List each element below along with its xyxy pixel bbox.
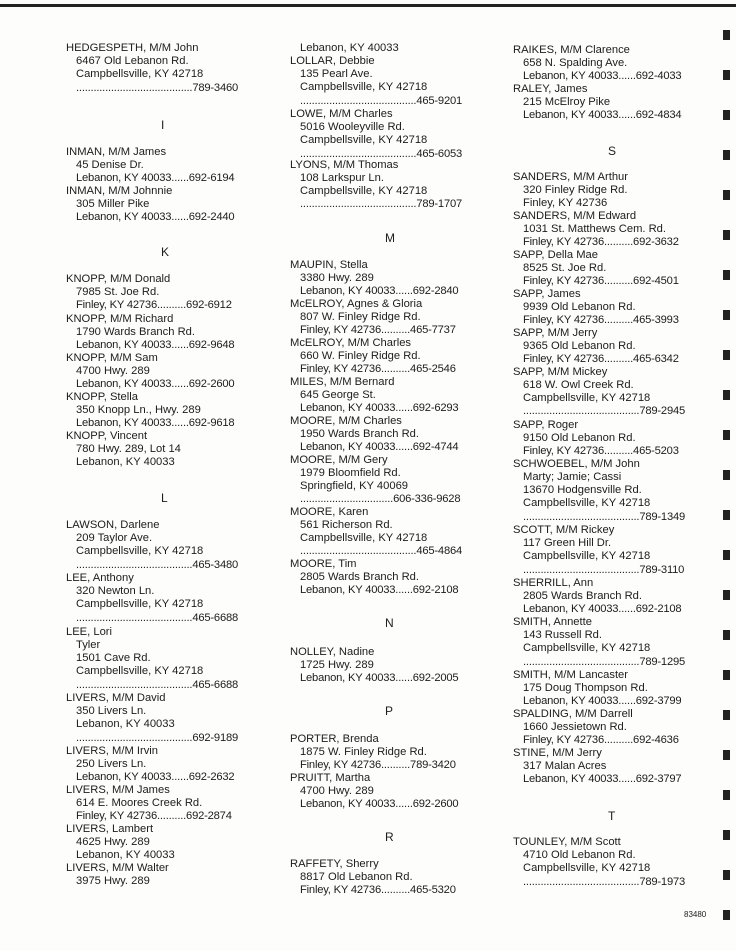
listing-detail-line: Lebanon, KY 40033......692-4744 (300, 441, 459, 453)
listing-name: TOUNLEY, M/M Scott (513, 836, 621, 848)
listing-detail-line: Lebanon, KY 40033......692-3799 (523, 695, 682, 707)
edge-mark (723, 510, 730, 520)
listing-detail-line: ........................................789-2945 (523, 405, 686, 417)
listing-name: MOORE, M/M Charles (290, 415, 402, 427)
edge-mark (723, 350, 730, 360)
edge-mark (723, 230, 730, 240)
edge-mark (723, 710, 730, 720)
edge-mark (723, 110, 730, 120)
listing-detail-line: 1790 Wards Branch Rd. (76, 326, 195, 338)
listing-name: KNOPP, M/M Richard (66, 313, 174, 325)
listing-detail-line: ........................................465-6688 (76, 612, 239, 624)
listing-detail-line: 350 Knopp Ln., Hwy. 289 (76, 404, 201, 416)
listing-detail-line: Lebanon, KY 40033 (300, 42, 399, 54)
listing-name: MOORE, M/M Gery (290, 454, 388, 466)
listing-name: PORTER, Brenda (290, 733, 379, 745)
edge-mark (723, 830, 730, 840)
listing-name: LEE, Anthony (66, 572, 134, 584)
listing-name: LYONS, M/M Thomas (290, 159, 399, 171)
listing-detail-line: Campbellsville, KY 42718 (523, 392, 651, 404)
listing-name: PRUITT, Martha (290, 772, 371, 784)
listing-detail-line: Lebanon, KY 40033......692-4834 (523, 109, 682, 121)
listing-detail-line: Lebanon, KY 40033......692-2005 (300, 672, 459, 684)
listing-name: LOLLAR, Debbie (290, 55, 375, 67)
listing-detail-line: 8817 Old Lebanon Rd. (300, 871, 413, 883)
listing-detail-line: 9365 Old Lebanon Rd. (523, 340, 636, 352)
listing-name: KNOPP, M/M Donald (66, 273, 171, 285)
listing-detail-line: 1875 W. Finley Ridge Rd. (300, 746, 427, 758)
listing-name: SMITH, M/M Lancaster (513, 669, 629, 681)
listing-detail-line: 1950 Wards Branch Rd. (300, 428, 419, 440)
edge-mark (723, 270, 730, 280)
listing-detail-line: Lebanon, KY 40033......692-3797 (523, 773, 682, 785)
listing-detail-line: 320 Finley Ridge Rd. (523, 184, 628, 196)
listing-name: McELROY, M/M Charles (290, 337, 412, 349)
listing-name: INMAN, M/M Johnnie (66, 185, 173, 197)
listing-detail-line: Finley, KY 42736..........465-6342 (523, 353, 679, 365)
page-number: 83480 (684, 910, 707, 919)
edge-mark (723, 150, 730, 160)
listing-detail-line: ................................606-336-9628 (300, 493, 461, 505)
listing-name: LIVERS, M/M David (66, 692, 166, 704)
section-letter: N (385, 616, 394, 630)
listing-name: LAWSON, Darlene (66, 519, 160, 531)
listing-detail-line: Tyler (76, 639, 101, 651)
section-letter: I (161, 118, 165, 132)
listing-detail-line: Campbellsville, KY 42718 (523, 642, 651, 654)
listing-detail-line: 618 W. Owl Creek Rd. (523, 379, 634, 391)
listing-detail-line: 8525 St. Joe Rd. (523, 262, 607, 274)
listing-detail-line: 143 Russell Rd. (523, 629, 602, 641)
edge-mark (723, 870, 730, 880)
listing-detail-line: 9939 Old Lebanon Rd. (523, 301, 636, 313)
listing-detail-line: Lebanon, KY 40033......692-2840 (300, 285, 459, 297)
listing-detail-line: Campbellsville, KY 42718 (523, 497, 651, 509)
section-letter: R (385, 830, 394, 844)
listing-name: STINE, M/M Jerry (513, 747, 602, 759)
listing-detail-line: Lebanon, KY 40033......692-9648 (76, 339, 235, 351)
listing-detail-line: 4710 Old Lebanon Rd. (523, 849, 636, 861)
listing-name: MOORE, Tim (290, 558, 357, 570)
listing-detail-line: Springfield, KY 40069 (300, 480, 409, 492)
listing-detail-line: Lebanon, KY 40033......692-2108 (300, 584, 459, 596)
edge-mark (723, 630, 730, 640)
section-letter: M (385, 231, 395, 245)
listing-name: RALEY, James (513, 83, 588, 95)
listing-name: LIVERS, M/M Irvin (66, 745, 159, 757)
listing-detail-line: Campbellsville, KY 42718 (523, 862, 651, 874)
listing-detail-line: Campbellsville, KY 42718 (523, 550, 651, 562)
listing-detail-line: 5016 Wooleyville Rd. (300, 121, 405, 133)
edge-mark (723, 310, 730, 320)
listing-name: MAUPIN, Stella (290, 259, 368, 271)
listing-name: SMITH, Annette (513, 616, 592, 628)
listing-detail-line: Lebanon, KY 40033......692-9618 (76, 417, 235, 429)
listing-detail-line: Lebanon, KY 40033......692-2632 (76, 771, 235, 783)
listing-detail-line: 658 N. Spalding Ave. (523, 57, 628, 69)
listing-detail-line: Campbellsville, KY 42718 (76, 665, 204, 677)
listing-detail-line: Lebanon, KY 40033 (76, 456, 175, 468)
listing-detail-line: 4700 Hwy. 289 (76, 365, 150, 377)
edge-mark (723, 590, 730, 600)
listing-detail-line: Lebanon, KY 40033......692-2108 (523, 603, 682, 615)
listing-detail-line: Finley, KY 42736 (523, 197, 608, 209)
listing-detail-line: 660 W. Finley Ridge Rd. (300, 350, 421, 362)
listing-detail-line: 108 Larkspur Ln. (300, 172, 384, 184)
listing-name: SAPP, Della Mae (513, 249, 598, 261)
listing-detail-line: 1501 Cave Rd. (76, 652, 151, 664)
listing-detail-line: Lebanon, KY 40033......692-2440 (76, 211, 235, 223)
listing-detail-line: ........................................465-6053 (300, 148, 463, 160)
listing-detail-line: 175 Doug Thompson Rd. (523, 682, 648, 694)
listing-name: RAIKES, M/M Clarence (513, 44, 630, 56)
listing-detail-line: Finley, KY 42736..........465-5320 (300, 884, 456, 896)
listing-detail-line: Lebanon, KY 40033......692-2600 (300, 798, 459, 810)
listing-detail-line: 135 Pearl Ave. (300, 68, 373, 80)
listing-detail-line: Finley, KY 42736..........692-4636 (523, 734, 679, 746)
listing-detail-line: Finley, KY 42736..........465-2546 (300, 363, 456, 375)
listing-detail-line: Lebanon, KY 40033......692-4033 (523, 70, 682, 82)
listing-detail-line: 614 E. Moores Creek Rd. (76, 797, 203, 809)
listing-detail-line: 3975 Hwy. 289 (76, 875, 150, 887)
listing-detail-line: 1031 St. Matthews Cem. Rd. (523, 223, 667, 235)
listing-detail-line: Finley, KY 42736..........465-5203 (523, 445, 679, 457)
listing-name: SANDERS, M/M Edward (513, 210, 637, 222)
listing-detail-line: 780 Hwy. 289, Lot 14 (76, 443, 181, 455)
listing-detail-line: Campbellsville, KY 42718 (300, 532, 428, 544)
section-letter: P (385, 704, 394, 718)
listing-detail-line: Lebanon, KY 40033 (76, 718, 175, 730)
listing-detail-line: Finley, KY 42736..........692-4501 (523, 275, 679, 287)
listing-detail-line: Campbellsville, KY 42718 (300, 81, 428, 93)
listing-detail-line: 7985 St. Joe Rd. (76, 286, 160, 298)
listing-detail-line: 6467 Old Lebanon Rd. (76, 55, 189, 67)
listing-detail-line: 317 Malan Acres (523, 760, 607, 772)
listing-detail-line: 4700 Hwy. 289 (300, 785, 374, 797)
listing-name: SAPP, M/M Jerry (513, 327, 598, 339)
edge-mark (723, 430, 730, 440)
section-letter: K (161, 245, 170, 259)
listing-detail-line: Campbellsville, KY 42718 (300, 134, 428, 146)
listing-detail-line: 305 Miller Pike (76, 198, 150, 210)
listing-detail-line: ........................................789-1707 (300, 198, 463, 210)
edge-mark (723, 670, 730, 680)
section-letter: T (608, 809, 616, 823)
listing-detail-line: 320 Newton Ln. (76, 585, 155, 597)
section-letter: L (161, 491, 168, 505)
listing-detail-line: 2805 Wards Branch Rd. (523, 590, 642, 602)
listing-detail-line: ........................................692-9189 (76, 732, 239, 744)
listing-detail-line: 4625 Hwy. 289 (76, 836, 150, 848)
listing-detail-line: Lebanon, KY 40033......692-2600 (76, 378, 235, 390)
listing-name: INMAN, M/M James (66, 146, 167, 158)
edge-mark (723, 750, 730, 760)
listing-detail-line: Campbellsville, KY 42718 (300, 185, 428, 197)
listing-name: SAPP, James (513, 288, 581, 300)
listing-name: NOLLEY, Nadine (290, 646, 375, 658)
edge-mark (723, 910, 730, 920)
listing-detail-line: ........................................789-3460 (76, 82, 239, 94)
listing-detail-line: ........................................465-4864 (300, 545, 463, 557)
edge-mark (723, 550, 730, 560)
listing-detail-line: 9150 Old Lebanon Rd. (523, 432, 636, 444)
listing-name: LIVERS, M/M Walter (66, 862, 169, 874)
listing-name: RAFFETY, Sherry (290, 858, 379, 870)
listing-detail-line: Campbellsville, KY 42718 (76, 68, 204, 80)
listing-detail-line: ........................................465-3480 (76, 559, 239, 571)
listing-detail-line: 1660 Jessietown Rd. (523, 721, 627, 733)
listing-detail-line: ........................................465-9201 (300, 95, 463, 107)
listing-detail-line: Finley, KY 42736..........465-3993 (523, 314, 679, 326)
listing-detail-line: ........................................789-1295 (523, 656, 686, 668)
listing-detail-line: Lebanon, KY 40033......692-6194 (76, 172, 235, 184)
listing-detail-line: 3380 Hwy. 289 (300, 272, 374, 284)
edge-mark (723, 470, 730, 480)
listing-name: SPALDING, M/M Darrell (513, 708, 633, 720)
listing-detail-line: Finley, KY 42736..........692-3632 (523, 236, 679, 248)
listing-name: LIVERS, M/M James (66, 784, 170, 796)
listing-name: McELROY, Agnes & Gloria (290, 298, 423, 310)
listing-name: KNOPP, M/M Sam (66, 352, 158, 364)
edge-mark (723, 190, 730, 200)
listing-detail-line: 13670 Hodgensville Rd. (523, 484, 642, 496)
listing-detail-line: 45 Denise Dr. (76, 159, 144, 171)
listing-detail-line: 807 W. Finley Ridge Rd. (300, 311, 421, 323)
listing-name: KNOPP, Vincent (66, 430, 148, 442)
listing-name: SANDERS, M/M Arthur (513, 171, 629, 183)
listing-name: LOWE, M/M Charles (290, 108, 393, 120)
listing-detail-line: ........................................789-1973 (523, 876, 686, 888)
listing-detail-line: ........................................789-3110 (523, 564, 685, 576)
listing-name: SCHWOEBEL, M/M John (513, 458, 640, 470)
listing-detail-line: 645 George St. (300, 389, 376, 401)
listing-detail-line: Campbellsville, KY 42718 (76, 598, 204, 610)
listing-detail-line: Lebanon, KY 40033......692-6293 (300, 402, 459, 414)
listing-detail-line: 117 Green Hill Dr. (523, 537, 612, 549)
listing-name: KNOPP, Stella (66, 391, 138, 403)
edge-mark (723, 70, 730, 80)
listing-detail-line: Finley, KY 42736..........692-2874 (76, 810, 232, 822)
listing-name: SAPP, Roger (513, 419, 579, 431)
listing-detail-line: Marty; Jamie; Cassi (523, 471, 622, 483)
edge-mark (723, 390, 730, 400)
listing-detail-line: 215 McElroy Pike (523, 96, 611, 108)
section-letter: S (608, 144, 617, 158)
listing-detail-line: 209 Taylor Ave. (76, 532, 153, 544)
listing-detail-line: 350 Livers Ln. (76, 705, 147, 717)
listing-detail-line: 1725 Hwy. 289 (300, 659, 374, 671)
listing-detail-line: Finley, KY 42736..........789-3420 (300, 759, 456, 771)
listing-name: SAPP, M/M Mickey (513, 366, 608, 378)
listing-name: LIVERS, Lambert (66, 823, 154, 835)
listing-name: LEE, Lori (66, 626, 113, 638)
listing-name: HEDGESPETH, M/M John (66, 42, 199, 54)
listing-detail-line: Finley, KY 42736..........465-7737 (300, 324, 456, 336)
listing-name: SCOTT, M/M Rickey (513, 524, 615, 536)
listing-detail-line: 561 Richerson Rd. (300, 519, 393, 531)
listing-name: MILES, M/M Bernard (290, 376, 395, 388)
listing-detail-line: ........................................465-6688 (76, 679, 239, 691)
listing-detail-line: Lebanon, KY 40033 (76, 849, 175, 861)
listing-name: SHERRILL, Ann (513, 577, 594, 589)
edge-mark (723, 790, 730, 800)
listing-detail-line: Finley, KY 42736..........692-6912 (76, 299, 232, 311)
listing-detail-line: 1979 Bloomfield Rd. (300, 467, 401, 479)
top-rule (0, 4, 736, 7)
listing-detail-line: Campbellsville, KY 42718 (76, 545, 204, 557)
listing-detail-line: 250 Livers Ln. (76, 758, 147, 770)
listing-detail-line: ........................................789-1349 (523, 511, 686, 523)
listing-name: MOORE, Karen (290, 506, 369, 518)
listing-detail-line: 2805 Wards Branch Rd. (300, 571, 419, 583)
edge-mark (723, 30, 730, 40)
